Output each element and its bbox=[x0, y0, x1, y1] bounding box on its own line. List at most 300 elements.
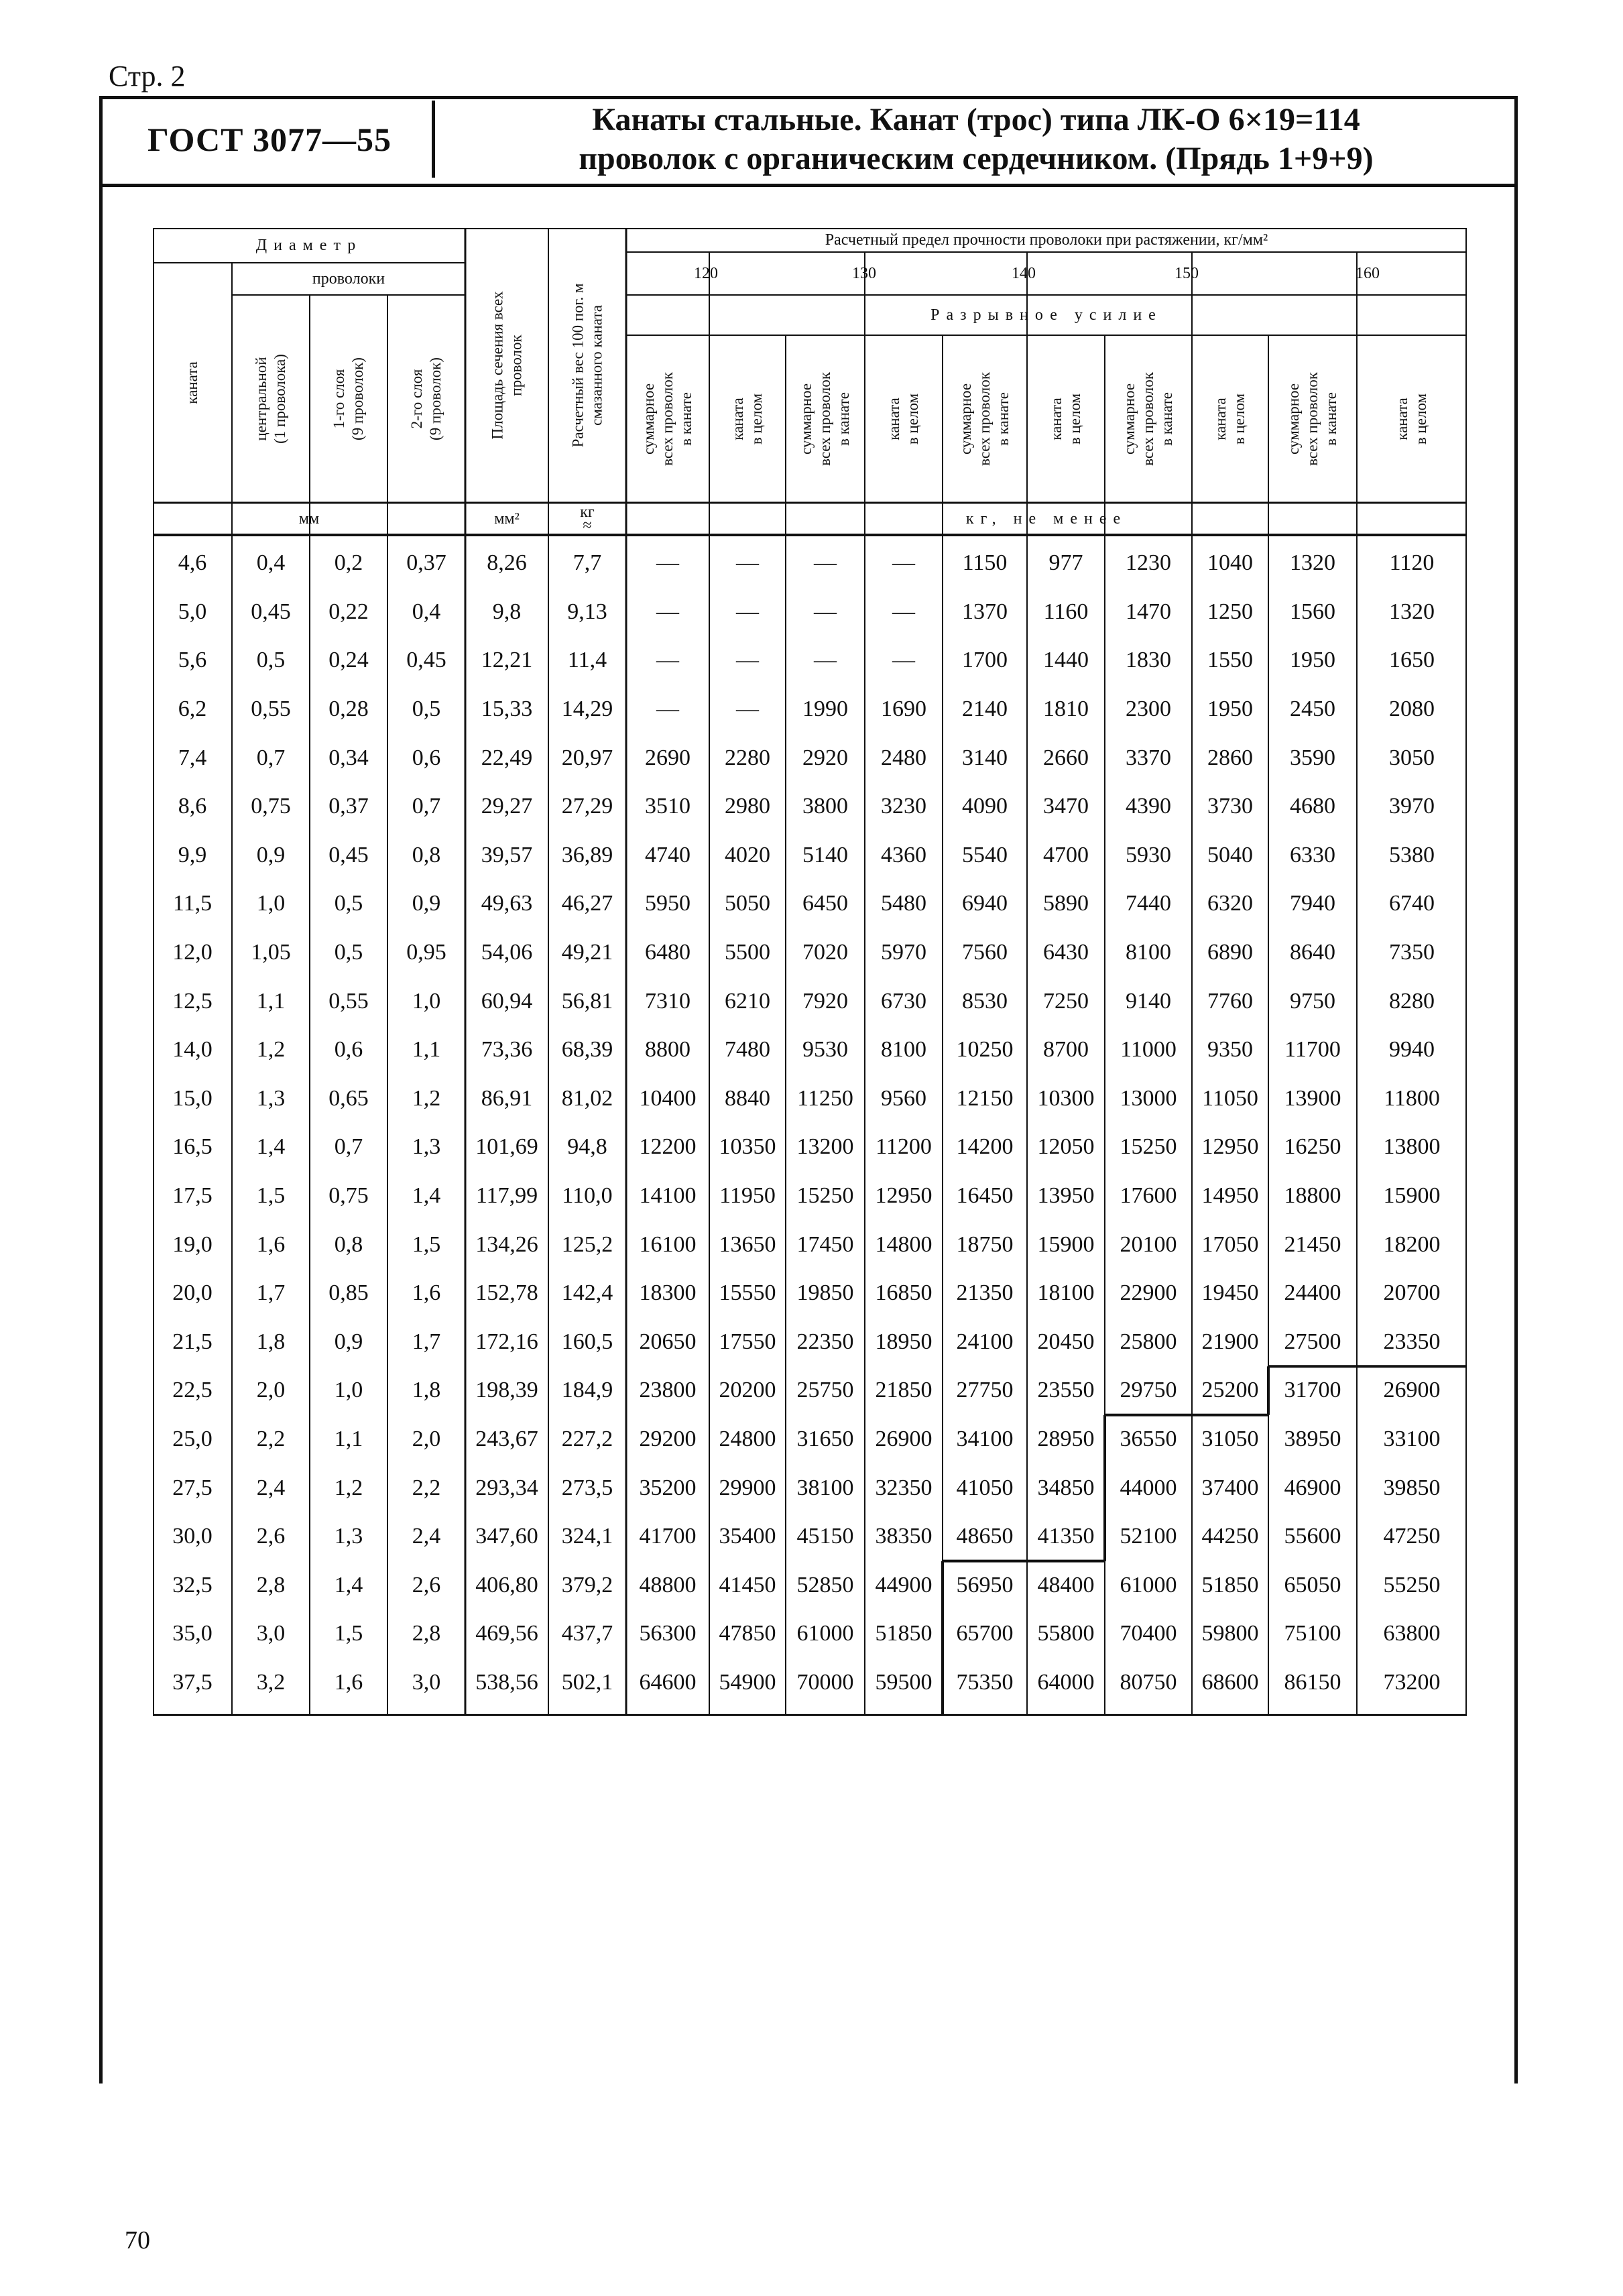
table-cell bbox=[943, 977, 1027, 1026]
header-sum-wires bbox=[786, 335, 865, 503]
table-cell bbox=[1357, 928, 1467, 977]
table-cell bbox=[1105, 1610, 1192, 1658]
table-cell bbox=[1192, 782, 1268, 831]
table-cell-text: 49,21 bbox=[561, 940, 613, 965]
table-cell-text: 134,26 bbox=[475, 1231, 538, 1257]
table-cell bbox=[310, 1318, 387, 1367]
table-cell-text: 21450 bbox=[1284, 1231, 1341, 1257]
table-cell bbox=[786, 1026, 865, 1075]
table-cell bbox=[1192, 1658, 1268, 1707]
table-cell bbox=[786, 588, 865, 637]
table-cell-text: 3,2 bbox=[256, 1670, 286, 1695]
table-cell bbox=[232, 1172, 310, 1221]
table-cell-text: 1810 bbox=[1043, 697, 1089, 722]
table-cell bbox=[1268, 831, 1357, 880]
table-cell bbox=[1268, 880, 1357, 928]
table-cell-text: 1,1 bbox=[256, 988, 286, 1014]
table-cell-text: 324,1 bbox=[561, 1524, 613, 1549]
table-cell-text: 48800 bbox=[639, 1572, 697, 1597]
table-cell-text: 16850 bbox=[875, 1280, 933, 1306]
table-cell-text: 14200 bbox=[956, 1134, 1014, 1160]
table-cell-text: 11950 bbox=[719, 1183, 776, 1209]
table-cell bbox=[232, 1610, 310, 1658]
table-cell-text: 1650 bbox=[1389, 648, 1435, 673]
table-cell bbox=[548, 1366, 626, 1415]
table-cell bbox=[387, 1463, 465, 1512]
header-grade-text: 140 bbox=[1012, 264, 1036, 282]
table-cell bbox=[1357, 1172, 1467, 1221]
header-weight bbox=[548, 228, 626, 503]
table-cell-text: 1440 bbox=[1043, 648, 1089, 673]
table-cell bbox=[153, 782, 232, 831]
table-cell bbox=[1357, 782, 1467, 831]
table-cell-text: 23550 bbox=[1037, 1378, 1095, 1403]
table-cell-text: 7,7 bbox=[573, 550, 602, 576]
table-cell bbox=[626, 1220, 709, 1269]
table-cell-text: 13650 bbox=[719, 1231, 776, 1257]
table-cell-text: 10400 bbox=[639, 1085, 697, 1111]
table-cell-text: 4360 bbox=[881, 842, 926, 867]
table-cell-text: 8,26 bbox=[487, 550, 527, 576]
table-cell-text: 0,9 bbox=[256, 842, 286, 867]
table-cell bbox=[626, 588, 709, 637]
table-cell bbox=[943, 1220, 1027, 1269]
table-cell bbox=[310, 880, 387, 928]
table-cell-text: 2,8 bbox=[412, 1621, 441, 1646]
table-cell bbox=[709, 1366, 786, 1415]
table-cell-text: 8530 bbox=[962, 988, 1008, 1014]
table-cell-text: 4700 bbox=[1043, 842, 1089, 867]
table-cell bbox=[1357, 1415, 1467, 1464]
header-layer2-text: 2-го слоя (9 проволок) bbox=[408, 357, 444, 440]
table-cell bbox=[626, 880, 709, 928]
rope-specification-table bbox=[153, 228, 1467, 1726]
header-rope-whole bbox=[1357, 335, 1467, 503]
table-cell-text: 0,75 bbox=[328, 1183, 369, 1209]
table-cell-text: 48400 bbox=[1037, 1572, 1095, 1597]
table-cell bbox=[626, 539, 709, 588]
table-cell-text: 9750 bbox=[1290, 988, 1335, 1014]
table-cell bbox=[865, 1075, 943, 1124]
table-cell bbox=[1192, 1366, 1268, 1415]
table-cell bbox=[709, 1220, 786, 1269]
table-cell bbox=[310, 1075, 387, 1124]
table-cell bbox=[465, 1561, 548, 1610]
table-cell bbox=[1192, 1561, 1268, 1610]
table-cell bbox=[310, 1366, 387, 1415]
header-sum-wires bbox=[943, 335, 1027, 503]
table-cell bbox=[548, 1075, 626, 1124]
table-cell bbox=[310, 977, 387, 1026]
table-cell-text: 64000 bbox=[1037, 1670, 1095, 1695]
table-cell-text: 0,2 bbox=[334, 550, 363, 576]
table-cell bbox=[1268, 977, 1357, 1026]
table-cell bbox=[1357, 733, 1467, 782]
table-cell bbox=[865, 1512, 943, 1561]
table-cell-text: 19850 bbox=[796, 1280, 854, 1306]
table-cell bbox=[232, 1415, 310, 1464]
table-cell bbox=[1192, 1318, 1268, 1367]
table-cell-text: 3510 bbox=[645, 794, 690, 819]
table-cell-text: 44000 bbox=[1120, 1475, 1177, 1500]
table-cell bbox=[1192, 1075, 1268, 1124]
table-cell-text: 15250 bbox=[1120, 1134, 1177, 1160]
table-cell-text: 0,7 bbox=[412, 794, 441, 819]
table-cell-text: 37400 bbox=[1201, 1475, 1259, 1500]
table-cell bbox=[465, 1075, 548, 1124]
table-cell bbox=[310, 539, 387, 588]
table-cell bbox=[387, 1026, 465, 1075]
table-cell bbox=[1027, 1658, 1105, 1707]
table-cell-text: 56,81 bbox=[561, 988, 613, 1014]
table-cell-text: 70000 bbox=[796, 1670, 854, 1695]
table-cell-text: — bbox=[892, 550, 915, 576]
table-cell bbox=[865, 928, 943, 977]
table-cell bbox=[387, 1512, 465, 1561]
table-cell-text: 55800 bbox=[1037, 1621, 1095, 1646]
table-cell-text: 68,39 bbox=[561, 1037, 613, 1063]
header-rope bbox=[153, 263, 232, 503]
table-cell bbox=[310, 1269, 387, 1318]
table-cell bbox=[387, 880, 465, 928]
table-cell-text: 51850 bbox=[1201, 1572, 1259, 1597]
table-cell-text: 86,91 bbox=[481, 1085, 533, 1111]
table-cell-text: — bbox=[736, 550, 759, 576]
header-sum-wires-text: суммарное всех проволок в канате bbox=[798, 372, 853, 466]
table-cell-text: 6450 bbox=[802, 891, 848, 916]
table-cell-text: 2,4 bbox=[412, 1524, 441, 1549]
table-cell bbox=[1268, 928, 1357, 977]
table-cell bbox=[153, 977, 232, 1026]
table-cell bbox=[1192, 733, 1268, 782]
table-cell bbox=[387, 831, 465, 880]
table-cell-text: 293,34 bbox=[475, 1475, 538, 1500]
table-cell bbox=[1027, 831, 1105, 880]
table-cell-text: 9560 bbox=[881, 1085, 926, 1111]
table-cell bbox=[548, 1463, 626, 1512]
table-cell-text: 39,57 bbox=[481, 842, 533, 867]
header-wires-text: проволоки bbox=[312, 269, 385, 288]
table-cell-text: 1830 bbox=[1126, 648, 1171, 673]
table-cell-text: 81,02 bbox=[561, 1085, 613, 1111]
table-cell bbox=[548, 588, 626, 637]
document-title bbox=[440, 101, 1512, 178]
table-cell-text: 61000 bbox=[1120, 1572, 1177, 1597]
table-cell-text: 437,7 bbox=[561, 1621, 613, 1646]
table-cell bbox=[1105, 1123, 1192, 1172]
table-cell bbox=[153, 1269, 232, 1318]
table-cell bbox=[1357, 880, 1467, 928]
table-cell bbox=[1357, 1269, 1467, 1318]
table-cell-text: 44900 bbox=[875, 1572, 933, 1597]
table-cell-text: — bbox=[814, 648, 837, 673]
table-cell bbox=[548, 977, 626, 1026]
table-cell-text: 1700 bbox=[962, 648, 1008, 673]
table-cell-text: 4090 bbox=[962, 794, 1008, 819]
table-cell-text: 7940 bbox=[1290, 891, 1335, 916]
table-cell-text: 142,4 bbox=[561, 1280, 613, 1306]
table-cell-text: 5930 bbox=[1126, 842, 1171, 867]
table-cell bbox=[1357, 1026, 1467, 1075]
table-cell-text: 6430 bbox=[1043, 940, 1089, 965]
table-cell-text: 9530 bbox=[802, 1037, 848, 1063]
table-cell-text: 19450 bbox=[1201, 1280, 1259, 1306]
table-cell bbox=[548, 636, 626, 685]
table-cell-text: 45150 bbox=[796, 1524, 854, 1549]
table-cell-text: 1,6 bbox=[256, 1231, 286, 1257]
header-sum-wires-text: суммарное всех проволок в канате bbox=[957, 372, 1012, 466]
table-cell bbox=[709, 1172, 786, 1221]
table-cell-text: 227,2 bbox=[561, 1427, 613, 1452]
table-cell bbox=[786, 1512, 865, 1561]
table-cell bbox=[1105, 977, 1192, 1026]
table-cell-text: 6730 bbox=[881, 988, 926, 1014]
table-cell-text: 1950 bbox=[1290, 648, 1335, 673]
table-cell bbox=[943, 1366, 1027, 1415]
table-cell bbox=[1105, 685, 1192, 734]
table-cell-text: 54900 bbox=[719, 1670, 776, 1695]
table-cell bbox=[153, 1415, 232, 1464]
table-cell-text: 7440 bbox=[1126, 891, 1171, 916]
table-cell-text: 65700 bbox=[956, 1621, 1014, 1646]
table-cell-text: 18800 bbox=[1284, 1183, 1341, 1209]
table-cell-text: 13950 bbox=[1037, 1183, 1095, 1209]
table-cell bbox=[1105, 880, 1192, 928]
table-cell-text: 20,0 bbox=[172, 1280, 213, 1306]
table-cell-text: 2,0 bbox=[256, 1378, 286, 1403]
table-cell-text: 0,7 bbox=[334, 1134, 363, 1160]
table-cell bbox=[1192, 880, 1268, 928]
table-cell bbox=[548, 1610, 626, 1658]
table-cell bbox=[943, 1075, 1027, 1124]
table-cell-text: 2,6 bbox=[412, 1572, 441, 1597]
table-cell-text: 2080 bbox=[1389, 697, 1435, 722]
table-cell-text: 25750 bbox=[796, 1378, 854, 1403]
table-cell bbox=[387, 733, 465, 782]
table-cell-text: 1,3 bbox=[334, 1524, 363, 1549]
table-cell-text: 110,0 bbox=[562, 1183, 613, 1209]
table-cell-text: 9140 bbox=[1126, 988, 1171, 1014]
table-cell bbox=[548, 1561, 626, 1610]
table-cell bbox=[465, 733, 548, 782]
table-cell bbox=[1027, 1366, 1105, 1415]
table-cell bbox=[548, 1220, 626, 1269]
table-cell-text: 27,29 bbox=[561, 794, 613, 819]
table-cell-text: 1150 bbox=[962, 550, 1008, 576]
table-cell bbox=[465, 1463, 548, 1512]
table-cell bbox=[786, 733, 865, 782]
table-cell bbox=[709, 1512, 786, 1561]
table-cell-text: 1250 bbox=[1207, 599, 1253, 624]
table-cell-text: 34100 bbox=[956, 1427, 1014, 1452]
table-cell bbox=[387, 1415, 465, 1464]
table-cell bbox=[465, 880, 548, 928]
table-cell bbox=[1027, 636, 1105, 685]
table-cell-text: 0,5 bbox=[256, 648, 286, 673]
table-cell-text: 8800 bbox=[645, 1037, 690, 1063]
table-cell bbox=[1357, 1463, 1467, 1512]
table-cell bbox=[153, 636, 232, 685]
table-cell bbox=[943, 733, 1027, 782]
table-cell-text: 38100 bbox=[796, 1475, 854, 1500]
table-cell bbox=[153, 880, 232, 928]
table-cell bbox=[387, 928, 465, 977]
table-cell bbox=[1027, 1463, 1105, 1512]
table-cell bbox=[626, 1463, 709, 1512]
table-cell-text: 52100 bbox=[1120, 1524, 1177, 1549]
table-cell-text: 29750 bbox=[1120, 1378, 1177, 1403]
table-cell-text: 9,8 bbox=[492, 599, 522, 624]
table-cell bbox=[786, 1269, 865, 1318]
table-cell-text: 0,9 bbox=[334, 1329, 363, 1354]
table-cell bbox=[465, 1512, 548, 1561]
header-sum-wires bbox=[1268, 335, 1357, 503]
table-cell bbox=[626, 1658, 709, 1707]
table-cell-text: 13900 bbox=[1284, 1085, 1341, 1111]
unit-mm2-text: мм² bbox=[494, 509, 520, 528]
table-cell-text: 1,5 bbox=[412, 1231, 441, 1257]
left-margin-rule bbox=[99, 96, 103, 2083]
table-cell bbox=[310, 1220, 387, 1269]
table-cell-text: 23800 bbox=[639, 1378, 697, 1403]
header-central-wire bbox=[232, 295, 310, 503]
table-cell bbox=[626, 733, 709, 782]
table-cell-text: 39850 bbox=[1383, 1475, 1441, 1500]
table-cell-text: 41050 bbox=[956, 1475, 1014, 1500]
table-cell bbox=[943, 1512, 1027, 1561]
table-cell bbox=[153, 1075, 232, 1124]
table-cell bbox=[153, 1512, 232, 1561]
table-cell-text: 22,5 bbox=[172, 1378, 213, 1403]
table-cell bbox=[232, 831, 310, 880]
table-cell-text: 11,5 bbox=[172, 891, 213, 916]
table-cell bbox=[465, 1318, 548, 1367]
table-cell-text: 2920 bbox=[802, 745, 848, 770]
table-cell bbox=[1027, 1561, 1105, 1610]
table-cell-text: 35200 bbox=[639, 1475, 697, 1500]
table-cell bbox=[1105, 1512, 1192, 1561]
table-cell-text: 3970 bbox=[1389, 794, 1435, 819]
table-cell-text: 15900 bbox=[1383, 1183, 1441, 1209]
table-cell bbox=[465, 831, 548, 880]
table-cell bbox=[310, 636, 387, 685]
header-rope-whole bbox=[1027, 335, 1105, 503]
table-cell-text: 7480 bbox=[725, 1037, 770, 1063]
table-cell bbox=[1268, 1366, 1357, 1415]
table-cell bbox=[786, 977, 865, 1026]
table-cell-text: 1230 bbox=[1126, 550, 1171, 576]
table-cell bbox=[548, 1172, 626, 1221]
table-cell-text: 7020 bbox=[802, 940, 848, 965]
table-cell-text: 14,29 bbox=[561, 697, 613, 722]
table-cell-text: 8,6 bbox=[178, 794, 207, 819]
table-cell-text: 0,9 bbox=[412, 891, 441, 916]
table-cell bbox=[310, 1658, 387, 1707]
table-cell-text: 5,6 bbox=[178, 648, 207, 673]
table-cell bbox=[943, 1658, 1027, 1707]
table-cell-text: 1,0 bbox=[256, 891, 286, 916]
table-cell bbox=[786, 1075, 865, 1124]
header-layer1 bbox=[310, 295, 387, 503]
table-cell bbox=[465, 1415, 548, 1464]
table-cell-text: 5970 bbox=[881, 940, 926, 965]
table-cell bbox=[387, 1658, 465, 1707]
table-cell-text: 2280 bbox=[725, 745, 770, 770]
table-cell bbox=[1268, 1512, 1357, 1561]
table-cell bbox=[1105, 1172, 1192, 1221]
table-cell bbox=[465, 1366, 548, 1415]
table-cell bbox=[1268, 1123, 1357, 1172]
table-cell bbox=[709, 1123, 786, 1172]
table-cell bbox=[1105, 831, 1192, 880]
table-cell-text: 1370 bbox=[962, 599, 1008, 624]
table-cell-text: 538,56 bbox=[475, 1670, 538, 1695]
table-cell bbox=[943, 1463, 1027, 1512]
table-cell-text: 17,5 bbox=[172, 1183, 213, 1209]
table-cell-text: 20200 bbox=[719, 1378, 776, 1403]
header-area bbox=[465, 228, 548, 503]
table-cell bbox=[786, 1123, 865, 1172]
table-cell-text: 2690 bbox=[645, 745, 690, 770]
table-cell-text: 1120 bbox=[1389, 550, 1435, 576]
table-cell bbox=[1192, 977, 1268, 1026]
table-cell bbox=[1105, 1220, 1192, 1269]
table-cell bbox=[548, 782, 626, 831]
table-cell bbox=[709, 733, 786, 782]
table-cell bbox=[1268, 636, 1357, 685]
table-cell bbox=[465, 636, 548, 685]
table-cell-text: 8840 bbox=[725, 1085, 770, 1111]
table-cell-text: 2140 bbox=[962, 697, 1008, 722]
table-cell bbox=[865, 782, 943, 831]
header-rope-whole-text: каната в целом bbox=[729, 393, 765, 445]
table-cell-text: 1,8 bbox=[256, 1329, 286, 1354]
table-cell-text: 60,94 bbox=[481, 988, 533, 1014]
table-cell-text: 6330 bbox=[1290, 842, 1335, 867]
table-cell bbox=[232, 1512, 310, 1561]
table-cell bbox=[626, 831, 709, 880]
table-cell bbox=[1192, 1172, 1268, 1221]
table-cell-text: 8700 bbox=[1043, 1037, 1089, 1063]
table-cell-text: 8100 bbox=[1126, 940, 1171, 965]
table-cell bbox=[387, 588, 465, 637]
table-cell-text: 125,2 bbox=[561, 1231, 613, 1257]
table-cell bbox=[1027, 880, 1105, 928]
table-cell-text: 9940 bbox=[1389, 1037, 1435, 1063]
table-cell bbox=[1027, 1610, 1105, 1658]
table-cell-text: 8280 bbox=[1389, 988, 1435, 1014]
table-cell-text: 24400 bbox=[1284, 1280, 1341, 1306]
table-cell bbox=[943, 1026, 1027, 1075]
table-cell bbox=[626, 1318, 709, 1367]
table-cell-text: 59500 bbox=[875, 1670, 933, 1695]
table-cell bbox=[548, 1415, 626, 1464]
table-cell-text: 86150 bbox=[1284, 1670, 1341, 1695]
table-cell bbox=[465, 928, 548, 977]
table-cell-text: 0,6 bbox=[334, 1037, 363, 1063]
unit-mm-text: мм bbox=[298, 509, 320, 528]
table-cell-text: 17050 bbox=[1201, 1231, 1259, 1257]
unit-kg-min-text: кг, не менее bbox=[965, 509, 1128, 528]
table-cell bbox=[626, 1075, 709, 1124]
table-cell-text: 29200 bbox=[639, 1427, 697, 1452]
table-cell-text: 5050 bbox=[725, 891, 770, 916]
table-cell-text: 20650 bbox=[639, 1329, 697, 1354]
table-cell bbox=[786, 636, 865, 685]
table-cell bbox=[786, 1366, 865, 1415]
table-cell bbox=[943, 831, 1027, 880]
table-cell bbox=[1105, 782, 1192, 831]
